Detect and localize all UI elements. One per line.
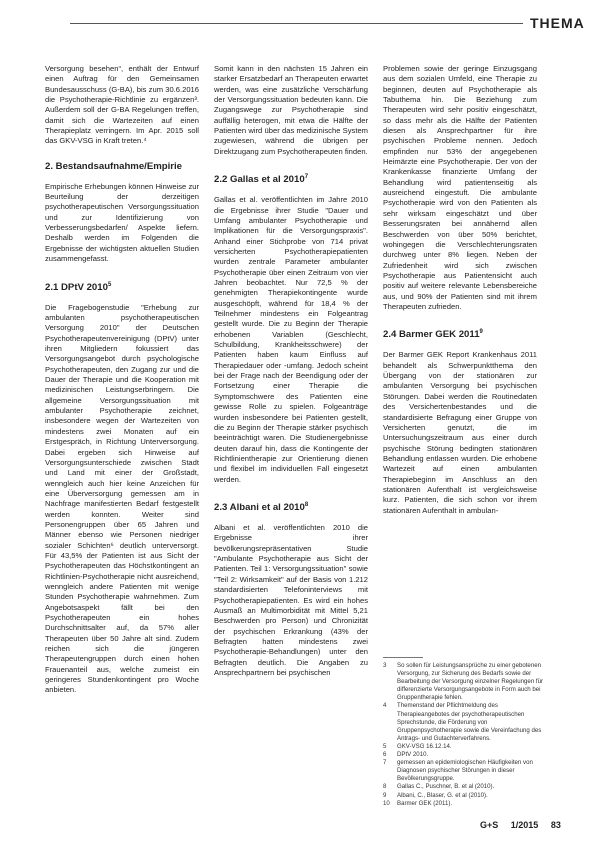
heading-text: 2.3 Albani et al 2010 — [214, 502, 305, 514]
footnote-text: So sollen für Leistungsansprüche zu einer gebotenen Versorgung, zur Sicherung des Bedarfs sowie der Bearbeitung der Versorgung einzelner Regelungen für differenzierte Versorgungsangebote in Form auch bei Gruppentherapie fehlen. — [397, 662, 544, 702]
footnote-text: GKV-VSG 16.12.14. — [397, 742, 452, 750]
footnote-number: 5 — [383, 742, 387, 750]
paragraph: Problemen sowie der geringe Einzugsgang aus dem sozialen Umfeld, eine Therapie zu beginnen, deuten auf Psychotherapie als Tabuthema hin. Die Beziehung zum Therapeuten wird sehr positiv eingeschätzt, so dass mehr als die Hälfte der Patienten diesen als Ansprechpartner für ihre psychischen Probleme nennen. Jedoch empfinden nur 53% der angegebenen Heimärzte eine Psychotherapie. Der von der Krankenkasse finanzierte Umfang der Behandlung wird patientenseitig als ausreichend eingestuft. Die ambulante Psychotherapie wird von den Patienten als sehr wirksam eingeschätzt und über Besserungsraten bei annähernd allen Beschwerden von über 50% berichtet, wohingegen die Verschlechterungsraten durchweg unter 8% liegen. Neben der Zufriedenheit wird sich zwischen Psychotherapie aus Patientensicht auch positiv auf weitere relevante Lebensbereiche aus, und 90% der Patienten sind mit ihrem Therapeuten zufrieden. — [383, 64, 537, 311]
footnote — [383, 783, 543, 791]
section-heading — [214, 499, 368, 514]
paragraph: Die Fragebogenstudie "Erhebung zur ambulanten psychotherapeutischen Versorgung 2010" der Deutschen Psychotherapeutenvereinigung (DPtV) unter ihren Mitgliedern fokussiert das Versorgungsangebot durch psychologische Psychotherapeuten, den Zugang zur und die Dauer der Therapie und die Kooperation mit medizinischen Leistungserbringern. Die allgemeine Versorgungssituation mit ambulanter Psychotherapie zeichnet, insbesondere wegen der Wartezeiten von mindestens zwei Monaten auf ein Erstgespräch, in Richtung Unterversorgung. Dabei ergeben sich Hinweise auf Versorgungsunterschiede zwischen Stadt und Land mit einer der Großstadt, wenngleich auch hier keine Anzeichen für eine Überversorgung gemessen am in Nachfrage manifestierten Bedarf festgestellt werden konnten. Weiter sind Personengruppen über 65 Jahren und Männer ebenso wie Personen niedriger sozialer Schichten⁶ deutlich unterversorgt. Für 43,5% der Patienten ist aus Sicht der Psychotherapeuten das Höchstkontingent an Richtlinien-Psychotherapie nicht ausreichend, wenngleich andere Patienten mit wenige Stunden Psychotherapie wahrnehmen. Zum Angebotsaspekt fällt bei den Psychotherapeuten ein hohes Durchschnittsalter auf, da 57% aller Therapeuten über 50 Jahre alt sind. Zudem reichen sich die jüngeren Therapeutengruppen durch einen hohen Frauenanteil aus, welche zumeist ein geringeres Stundenkontingent pro Woche anbieten. — [45, 302, 199, 695]
heading-text: 2.2 Gallas et al 2010 — [214, 174, 305, 186]
paragraph: Albani et al. veröffentlichten 2010 die Ergebnisse ihrer bevölkerungsrepräsentativen Studie "Ambulante Psychotherapie aus Sicht der Patienten. Teil 1: Versorgungssituation" sowie "Teil 2: Wirksamkeit" auf der Basis von 1.212 standardisierten Telefoninterviews mit Psychotherapiepatienten. Es wird ein hohes Ausmaß an Multimorbidität mit Mittel 5,21 Beschwerden pro Person) und Chronizität der psychischen Erkrankung (43% der Befragten hatten mindestens zwei Psychotherapie-Behandlungen) unter den Befragten deutlich. Die Angaben zu Ansprechpartnern bei psychischen — [214, 523, 368, 677]
section-title: THEMA — [530, 15, 585, 31]
page-number: 83 — [550, 820, 561, 830]
journal-name: G+S — [480, 820, 499, 830]
issue-number: 1/2015 — [510, 820, 539, 830]
footnote-number: 9 — [383, 791, 387, 799]
heading-text: 2.1 DPtV 2010 — [45, 281, 108, 293]
column-left — [45, 64, 199, 696]
paragraph: Gallas et al. veröffentlichten im Jahre 2010 die Ergebnisse ihrer Studie "Dauer und Umfang ambulanter Psychotherapie und Implikationen für die Versorgungspraxis". Anhand einer Stichprobe von 714 privat versicherten Psychotherapiepatienten wurden zentrale Parameter ambulanter Psychotherapie über einen Zeitraum von vier Jahren beobachtet. Nur 72,5 % der genehmigten Therapiekontingente wurde ausgeschöpft, während für 18,4 % der Teilnehmer mindestens ein Folgeantrag gestellt wurde. Die zu Beginn der Therapie erhobenen Variablen (Geschlecht, Schulbildung, Krankheitsschwere) der Patienten haben kaum Einfluss auf Therapiedauer oder -umfang. Jedoch scheint bei der Frage nach der Beendigung oder der Fortsetzung einer Therapie die Symptomschwere des Patienten eine gewisse Rolle zu spielen. Folgeanträge wurden insbesondere bei Patienten gestellt, die zu Beginn der Therapie stärker psychisch beeinträchtigt waren. Die Studienergebnisse deuten darauf hin, dass die Kontingente der Richtlinientherapie zur Orientierung dienen und flexibel im individuellen Fall eingesetzt werden. — [214, 195, 368, 484]
footnote — [383, 662, 543, 702]
footnote-text: Albani, C., Blaser, G. et al (2010). — [397, 791, 488, 799]
page-footer — [470, 820, 561, 830]
footnote — [383, 702, 543, 742]
footnote-ref[interactable]: 8 — [304, 501, 309, 508]
footnotes — [383, 662, 543, 808]
paragraph: Der Barmer GEK Report Krankenhaus 2011 behandelt als Schwerpunktthema den Übergang von der stationären zur ambulanten Versorgung bei psychischen Störungen. Dabei werden die Routinedaten des Versichertenbestandes und die standardisierte Befragung einer Gruppe von Versicherten genutzt, die im Untersuchungszeitraum aus einer durch psychische Störung bedingten stationären Behandlung entlassen wurden. Die erhobene Wartezeit auf einen ambulanten Therapiebeginn im Anschluss an den stationären Aufenthalt ist vergleichsweise kurz. Patienten, die sich schon vor ihrem stationären Aufenthalt in ambulan- — [383, 350, 537, 515]
paragraph: Empirische Erhebungen können Hinweise zur Beurteilung der derzeitigen psychotherapeutischen Versorgungssituation und zur Identifizierung von Verbesserungsbedarfen/ Aspekte liefern. Deshalb werden im Folgenden die Ergebnisse der wichtigsten aktuellen Studien zusammengefasst. — [45, 181, 199, 264]
section-heading — [383, 326, 537, 341]
footnote-number: 8 — [383, 783, 387, 791]
footnote — [383, 759, 543, 783]
footnote — [383, 751, 543, 759]
footnote-text: Themenstand der Pflichtmeldung des Therapieangebotes der psychotherapeutischen Sprechstunde, die Förderung von Gruppenpsychotherapie sowie die Vereinfachung des Antrags- und Gutachterverfahrens. — [397, 702, 542, 742]
footnote-number: 7 — [383, 759, 387, 767]
footnote-ref[interactable]: 9 — [479, 329, 483, 336]
heading-text: 2.4 Barmer GEK 2011 — [383, 329, 480, 341]
footnote — [383, 800, 543, 808]
section-heading — [214, 171, 368, 186]
footnote — [383, 743, 543, 751]
footnote-ref[interactable]: 5 — [107, 281, 112, 288]
section-heading — [45, 279, 199, 294]
heading-text: 2. Bestandsaufnahme/Empirie — [45, 160, 183, 172]
footnote-number: 6 — [383, 751, 387, 759]
footnote-number: 4 — [383, 702, 387, 710]
footnote-text: Barmer GEK (2011). — [397, 799, 453, 807]
footnote-number: 3 — [383, 662, 387, 669]
section-heading — [45, 161, 199, 173]
header-rule — [70, 23, 523, 24]
footnote-ref[interactable]: 7 — [304, 174, 309, 181]
paragraph: Somit kann in den nächsten 15 Jahren ein starker Ersatzbedarf an Therapeuten erwartet werden, was eine zusätzliche Verschärfung der Versorgungssituation bedeuten kann. Die Zugangswege zur Psychotherapie sind auffällig heterogen, mit etwa die Hälfte der Patienten wird über das medizinische System zugewiesen, während die übrigen per Direktzugang zum Psychotherapeuten finden. — [214, 64, 368, 156]
footnote — [383, 792, 543, 800]
column-middle — [214, 64, 368, 678]
paragraph: Versorgung besehen“, enthält der Entwurf einen Auftrag für den Gemeinsamen Bundesausschuss (G-BA), bis zum 30.6.2016 die Psychotherapie-Richtlinie zu ergänzen³. Außerdem soll der G-BA Regelungen treffen, damit sich die Wartezeiten auf einen Therapieplatz verringern. Im Apr. 2015 soll das GKV-VSG in Kraft treten.⁴ — [45, 64, 199, 146]
footnote-rule — [383, 657, 423, 658]
footnote-text: Gallas C., Puschner, B. et al (2010). — [397, 783, 495, 791]
footnote-text: gemessen an epidemiologischen Häufigkeiten von Diagnosen psychischer Störungen in dieser Bevölkerungsgruppe. — [397, 759, 533, 783]
footnote-number: 10 — [383, 799, 390, 807]
column-right — [383, 64, 537, 516]
footnote-text: DPtV 2010. — [397, 751, 429, 759]
